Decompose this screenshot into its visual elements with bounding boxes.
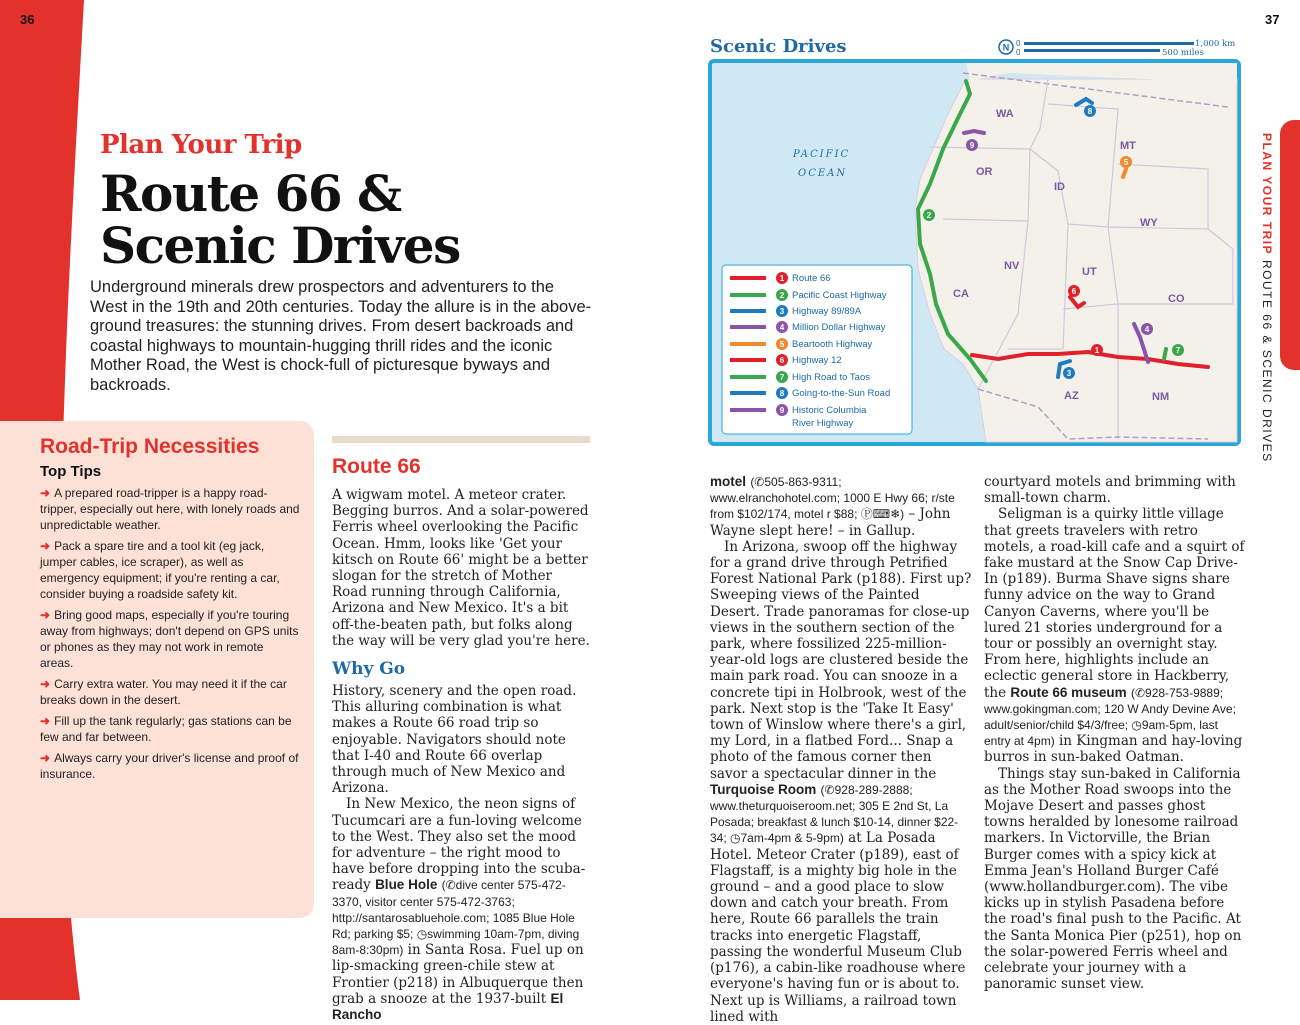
marker-3 bbox=[1063, 367, 1075, 379]
section-rule bbox=[332, 436, 590, 443]
article-paragraph: motel (✆505-863-9311; www.elranchohotel.com; 1000 E Hwy 66; r/ste from $102/174, motel r $88; Ⓟ⌨❄) – John Wayne slept here! – in Gallup. bbox=[710, 474, 955, 539]
svg-text:Route 66: Route 66 bbox=[792, 273, 831, 284]
state-label-mt: MT bbox=[1120, 140, 1136, 152]
state-label-nm: NM bbox=[1152, 391, 1170, 403]
marker-9 bbox=[966, 139, 978, 151]
svg-text:0: 0 bbox=[1016, 48, 1021, 57]
state-label-ca: CA bbox=[953, 288, 969, 300]
marker-8 bbox=[1084, 105, 1096, 117]
svg-text:6: 6 bbox=[779, 356, 785, 365]
marker-1 bbox=[1091, 344, 1103, 356]
page-number-right: 37 bbox=[1265, 12, 1280, 27]
place-name-motel: motel bbox=[710, 474, 747, 489]
arrow-icon: ➜ bbox=[40, 608, 51, 622]
necessities-subtitle: Top Tips bbox=[40, 463, 102, 480]
listing-details: (✆dive center 575-472-3370, visitor center 575-472-3763; http://santarosabluehole.com; 1085 Blue Hole Rd; parking $5; ◷swimming 10am-7pm, diving 8am-8:30pm) bbox=[332, 878, 580, 958]
tip-item: ➜ Always carry your driver's license and proof of insurance. bbox=[40, 751, 299, 781]
section-title-route66: Route 66 bbox=[332, 455, 421, 478]
svg-text:8: 8 bbox=[779, 389, 785, 398]
route-high-road-to-taos bbox=[1164, 349, 1166, 359]
place-name-route66-museum: Route 66 museum bbox=[1010, 684, 1127, 700]
article-paragraph: Seligman is a quirky little village that greets travelers with retro motels, a road-kill cafe and a squirt of fake mustard at the Snow Cap Drive-In (p189). Burma Shave signs share funny advice on the way to Grand Canyon Caverns, where you'll be lured 21 stories underground for a tour or possibly an overnight stay. From here, highlights include an eclectic general store in Hackberry, the Route 66 museum (✆928-753-9889; www.gokingman.com; 120 W Andy Devine Ave; adult/senior/child $4/3/free; ◷9am-5pm, last entry at 4pm) in Kingman and hay-loving burros in sun-baked Oatman. bbox=[984, 506, 1245, 766]
tip-item: ➜ Carry extra water. You may need it if the car breaks down in the desert. bbox=[40, 677, 287, 707]
svg-text:3: 3 bbox=[1066, 369, 1072, 378]
article-paragraph: Things stay sun-baked in California as the Mother Road swoops into the Mojave Desert and passes ghost towns heralded by lonesome railroad markers. In Victorville, the Brian Burger comes with a spicy kick at Emma Jean's Holland Burger Café (www.hollandburger.com). The vibe kicks up in stylish Pasadena before the road's final push to the Pacific. At the Santa Monica Pier (p251), hop on the solar-powered Ferris wheel and celebrate your journey with a panoramic sunset view. bbox=[984, 765, 1242, 993]
state-label-or: OR bbox=[976, 166, 993, 178]
marker-7 bbox=[1172, 344, 1184, 356]
running-header-vertical: PLAN YOUR TRIP ROUTE 66 & SCENIC DRIVES bbox=[1260, 133, 1274, 463]
state-label-id: ID bbox=[1054, 181, 1065, 193]
svg-text:Highway 89/89A: Highway 89/89A bbox=[792, 306, 862, 317]
state-label-wa: WA bbox=[996, 108, 1014, 120]
marker-4 bbox=[1141, 323, 1153, 335]
intro-paragraph: Underground minerals drew prospectors and adventurers to the West in the 19th and 20th centuries. Today the allure is in the above-ground treasures: the stunning drives. From desert backroads and coastal highways to mountain-hugging thrill rides and the iconic Mother Road, the West is chock-full of picturesque byways and backroads. bbox=[90, 278, 592, 394]
svg-text:2: 2 bbox=[779, 291, 785, 300]
svg-text:6: 6 bbox=[1071, 287, 1077, 296]
route-beartooth-highway bbox=[1123, 169, 1126, 177]
heading-block bbox=[100, 130, 620, 275]
map-title: Scenic Drives bbox=[710, 36, 847, 57]
article-paragraph: A wigwam motel. A meteor crater. Begging burros. And a solar-powered Ferris wheel overlooking the Pacific Ocean. Hmm, looks like 'Get your kitsch on Route 66' might be a better slogan for the stretch of Mother Road running through California, Arizona and New Mexico. It's a bit off-the-beaten path, but folks along the way will be very glad you're here. bbox=[332, 487, 590, 649]
tip-item: ➜ Fill up the tank regularly; gas stations can be few and far between. bbox=[40, 714, 292, 744]
arrow-icon: ➜ bbox=[40, 751, 51, 765]
svg-text:Million Dollar Highway: Million Dollar Highway bbox=[792, 322, 886, 333]
page-title bbox=[100, 164, 620, 275]
chapter-tab bbox=[1280, 120, 1300, 370]
svg-text:River Highway: River Highway bbox=[792, 418, 854, 429]
state-label-nv: NV bbox=[1004, 260, 1020, 272]
svg-text:High Road to Taos: High Road to Taos bbox=[792, 372, 870, 383]
svg-text:5: 5 bbox=[1123, 158, 1129, 167]
svg-text:Highway 12: Highway 12 bbox=[792, 355, 842, 366]
page-number-left: 36 bbox=[20, 12, 35, 27]
chapter-kicker: Plan Your Trip bbox=[100, 130, 302, 160]
listing-details: (✆928-289-2888; www.theturquoiseroom.net; 305 E 2nd St, La Posada; breakfast & lunch $10-14, dinner $22-34; ◷7am-4pm & 5-9pm) bbox=[710, 782, 959, 846]
svg-text:9: 9 bbox=[779, 406, 785, 415]
page-title-line2: Scenic Drives bbox=[100, 216, 460, 275]
svg-text:Going-to-the-Sun Road: Going-to-the-Sun Road bbox=[792, 388, 891, 399]
map-scale-bar bbox=[998, 36, 1238, 58]
scale-miles-label: 500 miles bbox=[1162, 48, 1204, 58]
road-trip-necessities-box bbox=[0, 421, 314, 918]
arrow-icon: ➜ bbox=[40, 677, 51, 691]
marker-6 bbox=[1068, 285, 1080, 297]
svg-text:1: 1 bbox=[779, 274, 785, 283]
state-label-co: CO bbox=[1168, 293, 1185, 305]
map-legend bbox=[722, 265, 912, 434]
svg-text:8: 8 bbox=[1087, 107, 1093, 116]
svg-text:7: 7 bbox=[779, 373, 785, 382]
svg-text:4: 4 bbox=[779, 323, 785, 332]
article-column-3 bbox=[984, 474, 1246, 993]
state-label-wy: WY bbox=[1140, 217, 1158, 229]
marker-5 bbox=[1120, 156, 1132, 168]
svg-text:Pacific Coast Highway: Pacific Coast Highway bbox=[792, 290, 887, 301]
tip-item: ➜ Bring good maps, especially if you're touring away from highways; don't depend on GPS units or phones as they may not work in remote areas. bbox=[40, 608, 299, 670]
route-historic-columbia bbox=[964, 131, 984, 133]
section-title-why-go: Why Go bbox=[332, 659, 406, 680]
place-name-el-rancho: El Rancho bbox=[332, 990, 564, 1023]
article-column-1 bbox=[332, 436, 590, 1023]
arrow-icon: ➜ bbox=[40, 539, 51, 553]
ocean-label-line1: PACIFIC bbox=[793, 149, 851, 160]
state-label-az: AZ bbox=[1064, 390, 1079, 402]
svg-text:4: 4 bbox=[1144, 325, 1150, 334]
svg-text:7: 7 bbox=[1175, 346, 1181, 355]
listing-details: (✆505-863-9311; www.elranchohotel.com; 1000 E Hwy 66; r/ste from $102/174, motel r $88; Ⓟ⌨❄) bbox=[710, 475, 955, 522]
article-paragraph: In New Mexico, the neon signs of Tucumcari are a fun-loving welcome to the West. They also set the mood for adventure – the right mood to have before dropping into the scuba-ready Blue Hole (✆dive center 575-472-3370, visitor center 575-472-3763; http://santarosabluehole.com; 1085 Blue Hole Rd; parking $5; ◷swimming 10am-7pm, diving 8am-8:30pm) in Santa Rosa. Fuel up on lip-smacking green-chile stew at Frontier (p218) in Albuquerque then grab a snooze at the 1937-built El Rancho bbox=[332, 796, 586, 1023]
svg-text:Historic Columbia: Historic Columbia bbox=[792, 405, 867, 416]
marker-2 bbox=[923, 209, 935, 221]
tips-list bbox=[40, 485, 300, 787]
page-title-line1: Route 66 & bbox=[100, 164, 401, 223]
svg-text:3: 3 bbox=[779, 307, 785, 316]
article-paragraph: History, scenery and the open road. This alluring combination is what makes a Route 66 road trip so enjoyable. Navigators should note that I-40 and Route 66 overlap through much of New Mexico and Arizona. bbox=[332, 683, 577, 797]
svg-text:Beartooth Highway: Beartooth Highway bbox=[792, 339, 873, 350]
article-column-2 bbox=[710, 474, 972, 1025]
necessities-title: Road-Trip Necessities bbox=[40, 435, 260, 458]
tip-item: ➜ A prepared road-tripper is a happy road-tripper, especially out here, with lonely roads and unpredictable weather. bbox=[40, 486, 300, 532]
arrow-icon: ➜ bbox=[40, 714, 51, 728]
article-paragraph: courtyard motels and brimming with small-town charm. bbox=[984, 474, 1236, 507]
svg-text:2: 2 bbox=[926, 211, 932, 220]
svg-text:5: 5 bbox=[779, 340, 785, 349]
listing-details: (✆928-753-9889; www.gokingman.com; 120 W Andy Devine Ave; adult/senior/child $4/3/free; ◷9am-5pm, last entry at 4pm) bbox=[984, 685, 1236, 749]
article-paragraph: In Arizona, swoop off the highway for a grand drive through Petrified Forest National Park (p188). First up? Sweeping views of the Painted Desert. Trade panoramas for close-up views in the southern section of the park, where fossilized 225-million-year-old logs are clustered beside the main park road. You can snooze in a concrete tipi in Holbrook, west of the park. Next stop is the 'Take It Easy' town of Winslow where there's a girl, my Lord, in a flatbed Ford... Snap a photo of the famous corner then savor a spectacular dinner in the Turquoise Room (✆928-289-2888; www.theturquoiseroom.net; 305 E 2nd St, La Posada; breakfast & lunch $10-14, dinner $22-34; ◷7am-4pm & 5-9pm) at La Posada Hotel. Meteor Crater (p189), east of Flagstaff, is a mighty big hole in the ground – and a good place to slow down and catch your breath. From here, Route 66 parallels the train tracks into energetic Flagstaff, passing the wonderful Museum Club (p176), a cabin-like roadhouse where everyone's having fun or is about to. Next up is Williams, a railroad town lined with bbox=[710, 538, 972, 1025]
tip-item: ➜ Pack a spare tire and a tool kit (eg jack, jumper cables, ice scraper), as well as emergency equipment; if you're renting a car, consider buying a roadside safety kit. bbox=[40, 539, 280, 601]
scale-km-label: 1,000 km bbox=[1195, 39, 1236, 49]
state-label-ut: UT bbox=[1082, 266, 1097, 278]
place-name-blue-hole: Blue Hole bbox=[375, 877, 438, 893]
north-label: N bbox=[1002, 42, 1010, 53]
svg-text:1: 1 bbox=[1094, 346, 1100, 355]
svg-text:0: 0 bbox=[1016, 39, 1021, 48]
arrow-icon: ➜ bbox=[40, 486, 51, 500]
ocean-label-line2: OCEAN bbox=[798, 168, 848, 179]
place-name-turquoise-room: Turquoise Room bbox=[710, 781, 817, 797]
scenic-drives-map bbox=[708, 59, 1241, 446]
svg-text:9: 9 bbox=[969, 141, 975, 150]
